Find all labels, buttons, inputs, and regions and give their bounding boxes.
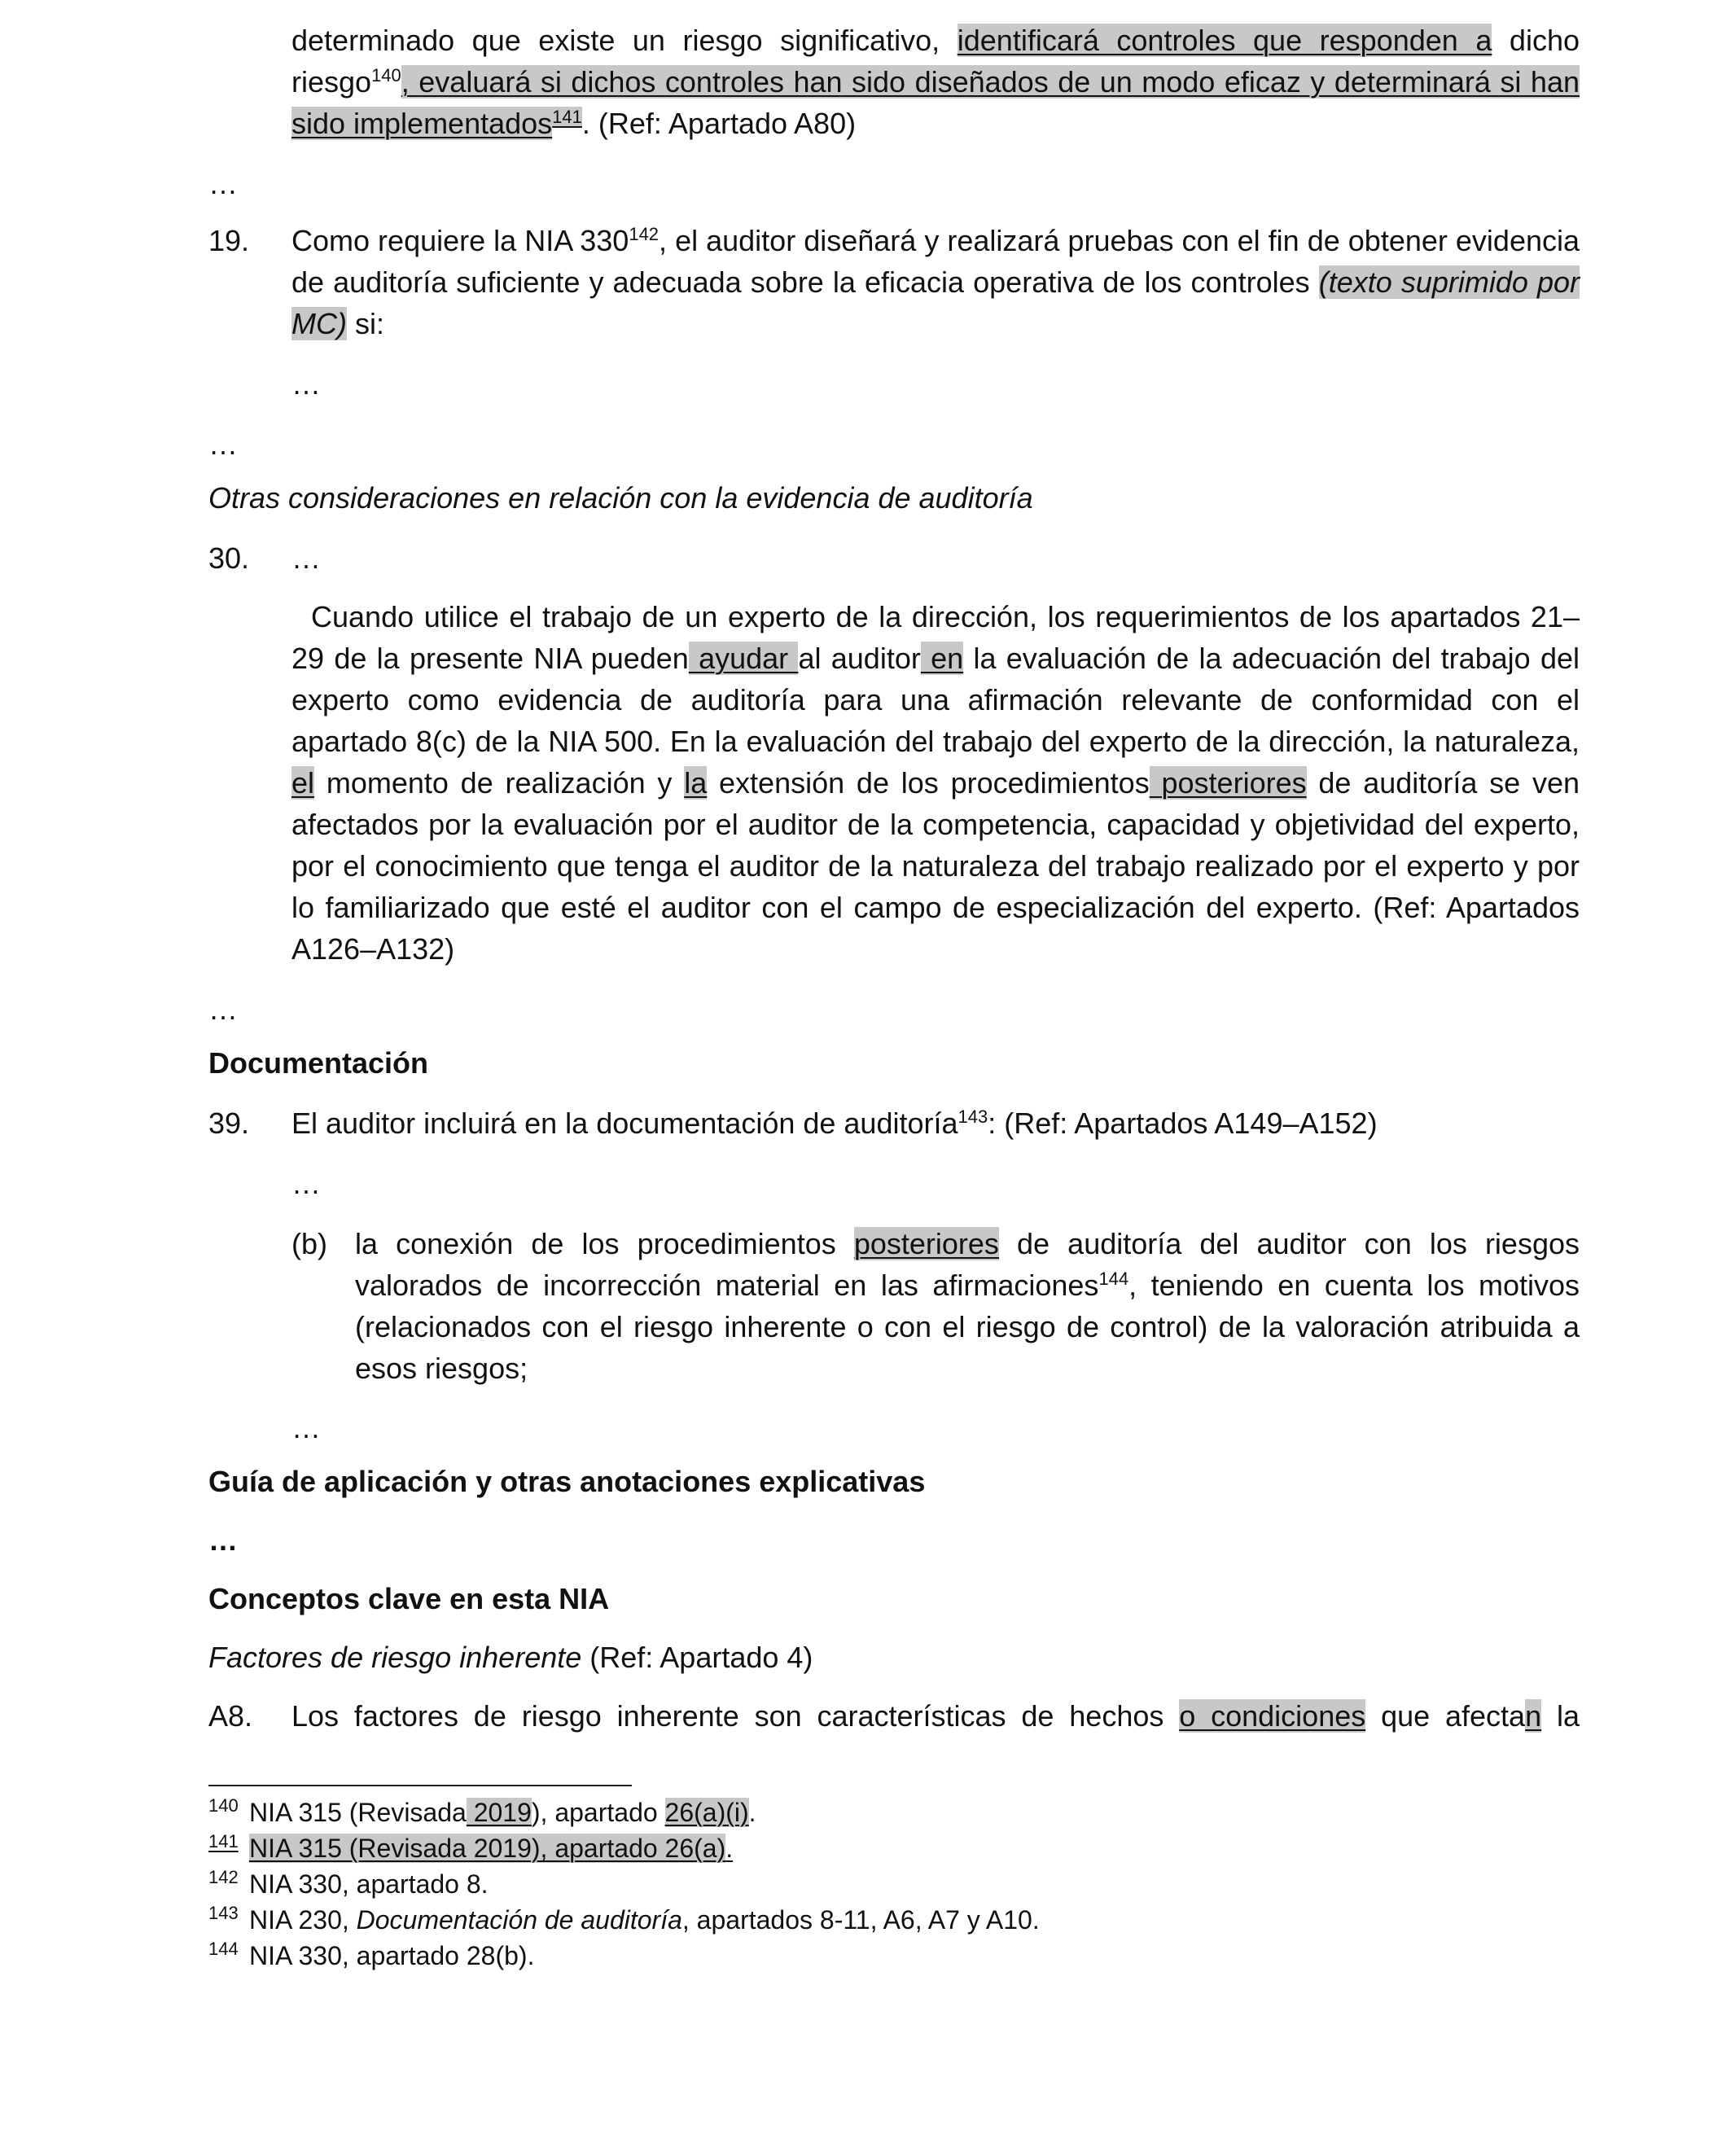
text-run: Los factores de riesgo inherente son características de hechos — [291, 1699, 1180, 1733]
text-run: NIA 330, apartado 28(b). — [249, 1941, 535, 1970]
text-run: NIA 315 (Revisada — [249, 1798, 467, 1827]
text-run: : (Ref: Apartados A149–A152) — [988, 1106, 1378, 1140]
heading-conceptos-clave: Conceptos clave en esta NIA — [208, 1582, 610, 1615]
footnote-ref-140[interactable]: 140 — [371, 65, 401, 85]
ellipsis: … — [291, 1167, 321, 1200]
text-run: de auditoría del auditor con los riesgos valorados de incorrección material en las afirmaciones — [355, 1227, 1580, 1302]
text-run: NIA 330, apartado 8. — [249, 1869, 489, 1899]
text-run: de auditoría se ven afectados por la evaluación por el auditor de la competencia, capacidad y objetividad del experto, por el conocimiento que tenga el auditor de la naturaleza del trabajo realizado por el experto y por lo familiarizado que esté el auditor con el campo de especialización del experto. (Ref: Apartados A126–A132) — [291, 766, 1580, 966]
text-run: extensión de los procedimientos — [707, 766, 1150, 800]
heading-guia-aplicacion: Guía de aplicación y otras anotaciones explicativas — [208, 1465, 926, 1498]
footnote-ref-144[interactable]: 144 — [1098, 1269, 1129, 1289]
text-run: que afecta — [1365, 1699, 1526, 1733]
footnote-140: 140 NIA 315 (Revisada 2019), apartado 26(a)(i). — [208, 1795, 756, 1827]
ellipsis: … — [291, 367, 321, 401]
text-run: Cuando utilice el trabajo de un experto de la dirección, los requerimientos de los apartados 21–29 de la presente NIA pueden — [291, 600, 1580, 675]
subheading-title: Factores de riesgo inherente — [208, 1641, 582, 1674]
text-run: la conexión de los procedimientos — [355, 1227, 854, 1260]
highlighted-text: en — [920, 642, 964, 675]
highlighted-text: o condiciones — [1179, 1699, 1366, 1733]
highlighted-text: posteriores — [1149, 766, 1307, 800]
footnote-ref-141[interactable]: 141 — [552, 107, 582, 127]
paragraph-a8 — [291, 1695, 1580, 1737]
text-run: dicho riesgo — [291, 24, 1580, 99]
highlighted-text: el — [291, 766, 315, 800]
text-run: al auditor — [798, 642, 921, 675]
text-run: Como requiere la NIA 330 — [291, 224, 629, 257]
text-run: El auditor incluirá en la documentación de auditoría — [291, 1106, 958, 1140]
ellipsis: … — [291, 541, 321, 575]
ellipsis: … — [208, 167, 238, 200]
footnote-142: 142 NIA 330, apartado 8. — [208, 1867, 489, 1899]
paragraph-30 — [291, 596, 1580, 970]
highlighted-text: 26(a)(i) — [664, 1798, 749, 1827]
text-run: , el auditor diseñará y realizará pruebas con el fin de obtener evidencia de auditoría suficiente y adecuada sobre la eficacia operativa de los controles — [291, 224, 1580, 299]
text-run: . (Ref: Apartado A80) — [581, 107, 857, 140]
highlighted-text: NIA 315 (Revisada 2019), apartado 26(a) — [249, 1834, 726, 1863]
text-run: , teniendo en cuenta los motivos (relacionados con el riesgo inherente o con el riesgo de control) de la valoración atribuida a esos riesgos; — [355, 1269, 1580, 1385]
text-run: ), apartado — [531, 1798, 665, 1827]
highlighted-text: la — [684, 766, 708, 800]
text-run: si: — [346, 307, 384, 340]
text-run: (Ref: Apartado 4) — [581, 1641, 813, 1674]
highlighted-text: posteriores — [853, 1227, 999, 1260]
footnote-144: 144 NIA 330, apartado 28(b). — [208, 1939, 535, 1970]
highlighted-text: , evaluará si dichos controles han sido diseñados de un modo eficaz y determinará si han sido implementados — [291, 65, 1580, 140]
ellipsis: … — [208, 427, 238, 461]
text-run: momento de realización y — [314, 766, 685, 800]
ellipsis: … — [208, 1523, 238, 1557]
heading-documentacion: Documentación — [208, 1046, 429, 1080]
footnote-141: 141 NIA 315 (Revisada 2019), apartado 26(a). — [208, 1831, 734, 1863]
document-title: Documentación de auditoría — [356, 1905, 682, 1935]
text-run: NIA 230, — [249, 1905, 357, 1935]
footnote-ref-143[interactable]: 143 — [958, 1106, 988, 1127]
text-run: . — [748, 1798, 756, 1827]
list-item-b — [355, 1223, 1580, 1389]
list-label-b: (b) — [291, 1227, 327, 1260]
paragraph-number-19: 19. — [208, 224, 250, 257]
paragraph-number-a8: A8. — [208, 1699, 253, 1733]
section-title-otras-consideraciones: Otras consideraciones en relación con la evidencia de auditoría — [208, 481, 1033, 515]
text-run: la — [1541, 1699, 1580, 1733]
highlighted-text: (texto suprimido por MC) — [291, 265, 1580, 340]
highlighted-text: ayudar — [688, 642, 799, 675]
footnote-separator — [208, 1785, 632, 1786]
paragraph-39 — [291, 1102, 1580, 1144]
paragraph-number-39: 39. — [208, 1106, 250, 1140]
continuation-paragraph — [291, 20, 1580, 144]
ellipsis: … — [208, 993, 238, 1026]
ellipsis: … — [291, 1411, 321, 1444]
highlighted-text: 2019 — [466, 1798, 532, 1827]
highlighted-text: identificará controles que responden a — [957, 24, 1492, 57]
highlighted-text: n — [1525, 1699, 1542, 1733]
footnote-ref-142[interactable]: 142 — [629, 224, 660, 244]
text-run: la evaluación de la adecuación del trabajo del experto como evidencia de auditoría para una afirmación relevante de conformidad con el apartado 8(c) de la NIA 500. En la evaluación del trabajo del experto de la dirección, la naturaleza, — [291, 642, 1580, 758]
text-run: determinado que existe un riesgo significativo, — [291, 24, 958, 57]
subheading-factores — [208, 1637, 813, 1678]
footnote-143: 143 NIA 230, Documentación de auditoría, apartados 8-11, A6, A7 y A10. — [208, 1903, 1040, 1935]
text-run: . — [725, 1834, 734, 1863]
text-run: , apartados 8-11, A6, A7 y A10. — [681, 1905, 1040, 1935]
paragraph-number-30: 30. — [208, 541, 250, 575]
paragraph-19 — [291, 220, 1580, 344]
